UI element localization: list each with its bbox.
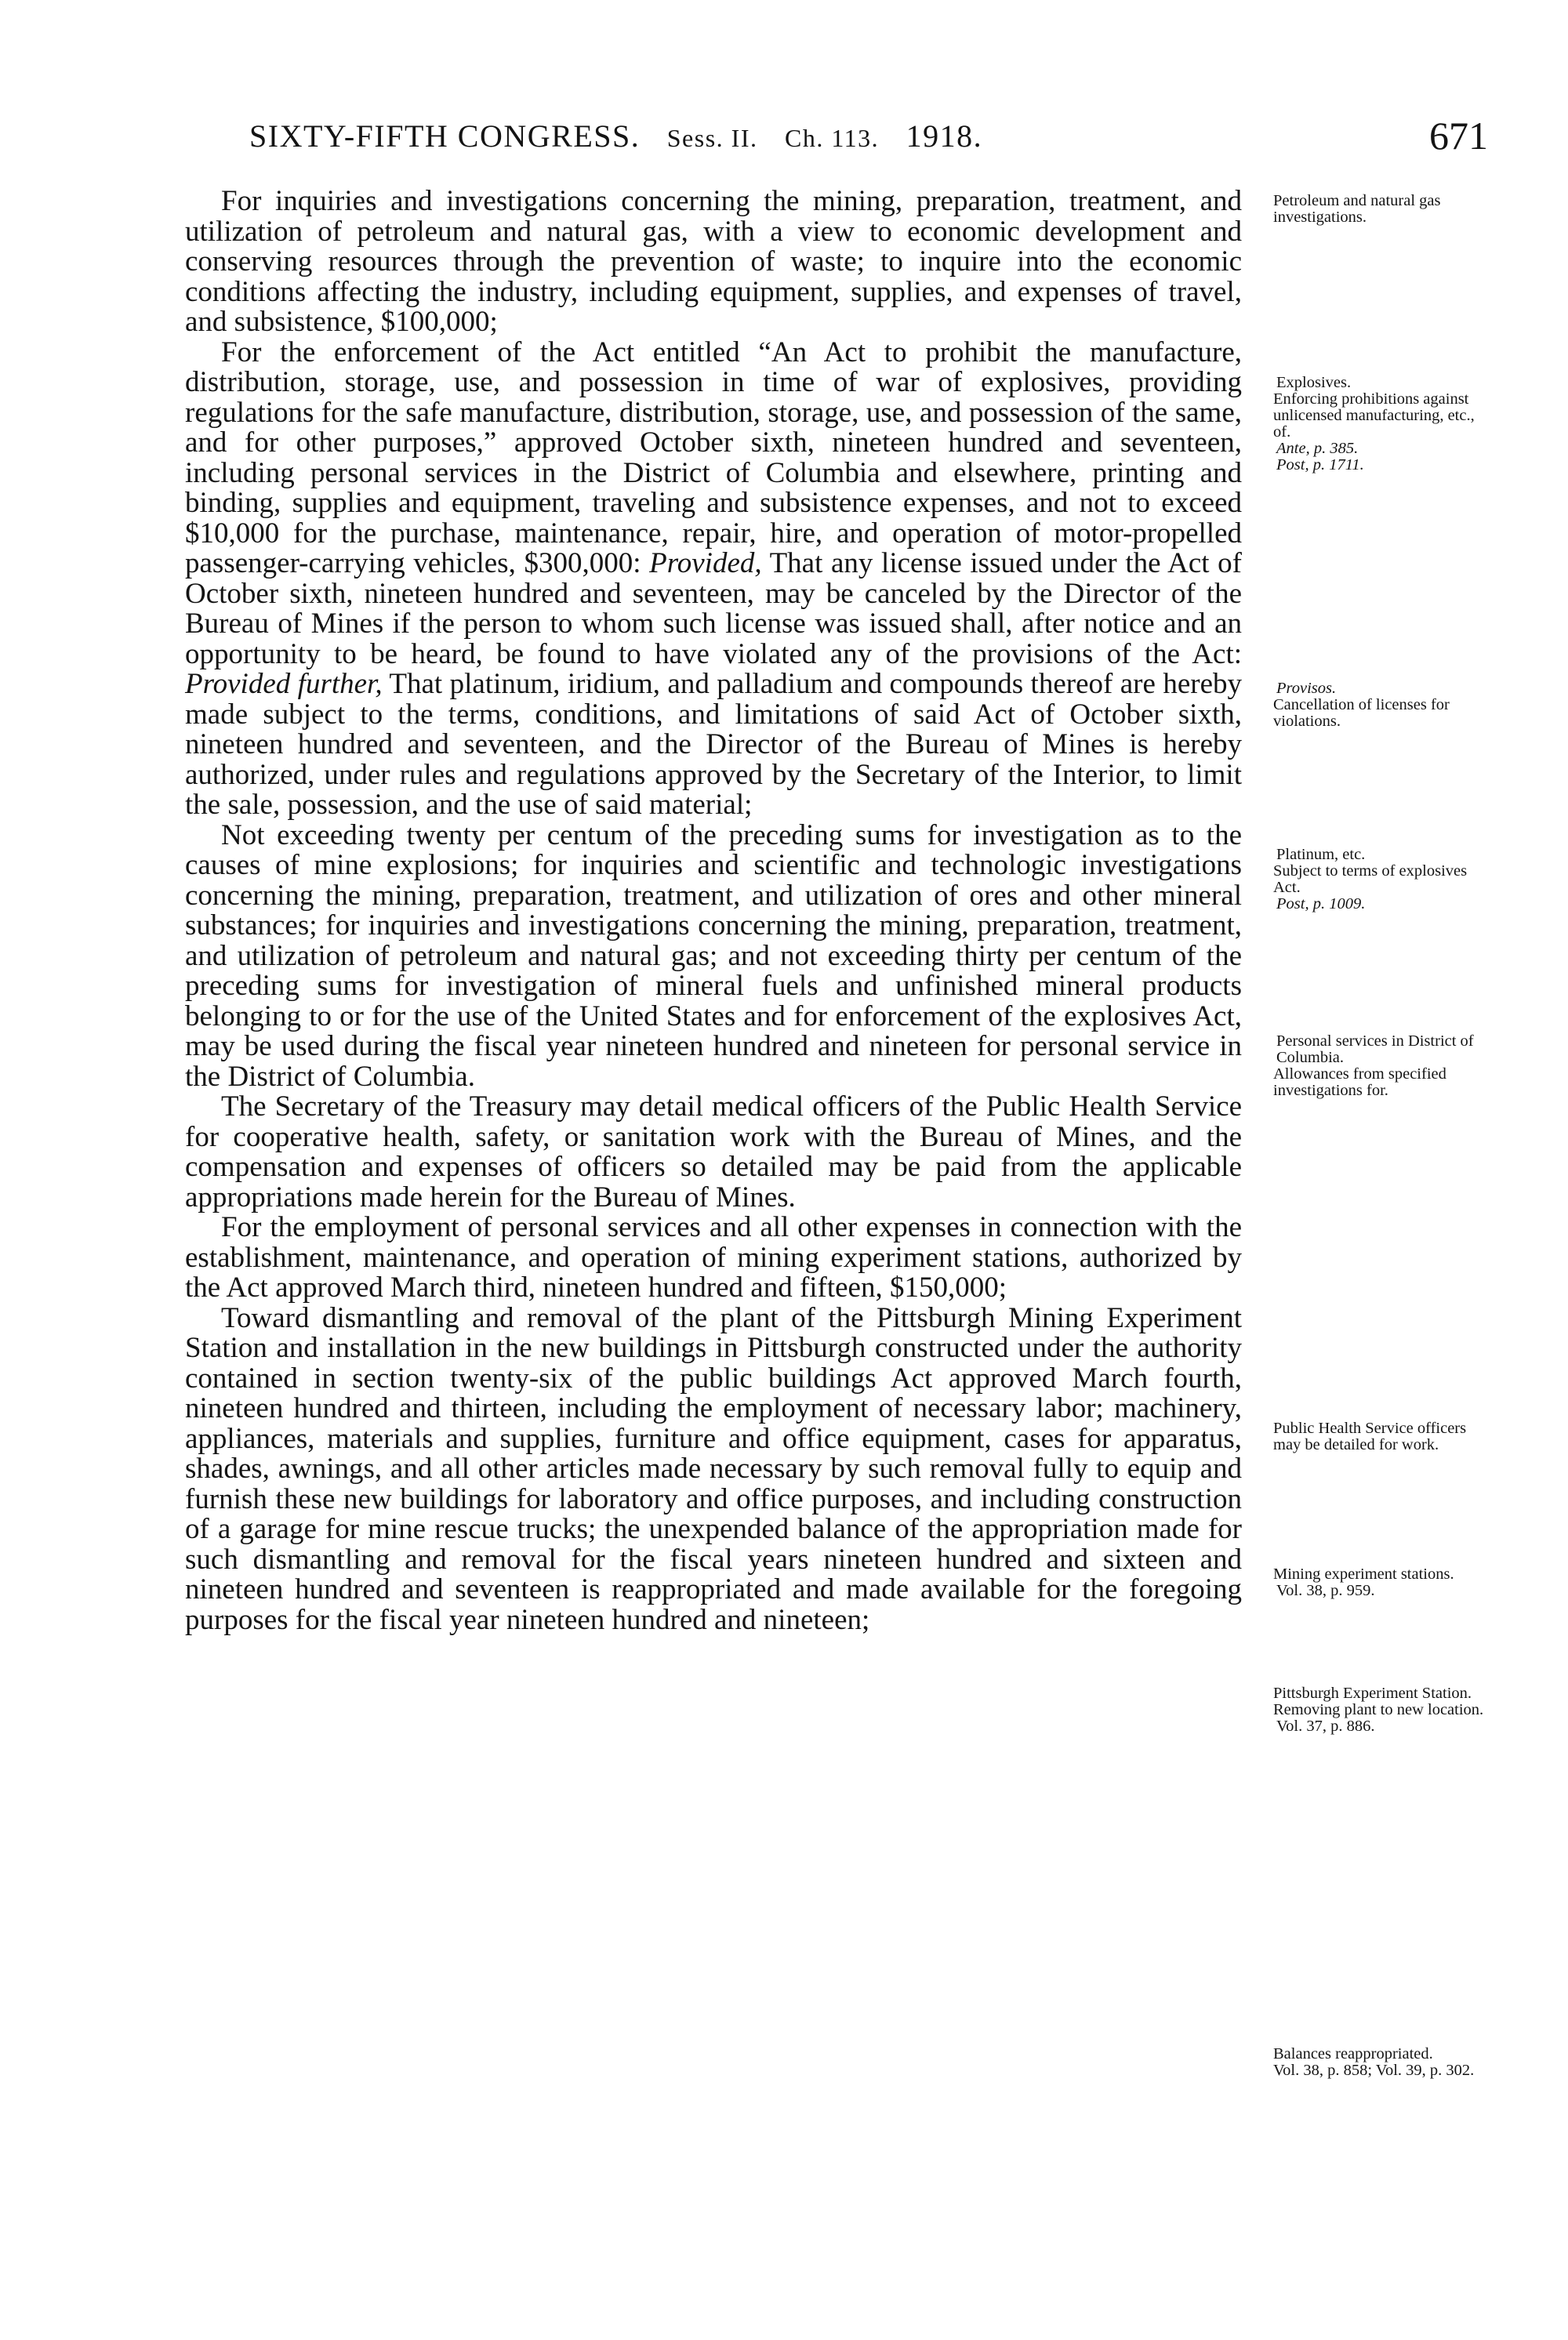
- margin-note-petroleum: Petroleum and natural gas investigations.: [1273, 192, 1441, 226]
- paragraph-personal-services: Not exceeding twenty per centum of the preceding sums for investigation as to the causes of mine explosions; for inquiries and scientific and technologic investigations concerning the mining, preparation, treatment, and utilization of ores and other mineral substances; for inquiries and investigations concerning the mining, preparation, treatment, and utilization of petroleum and natural gas; and not exceeding thirty per centum of the preceding sums for investigation of mineral fuels and unfinished mineral products belonging to or for the use of the United States and for enforcement of the explosives Act, may be used during the fiscal year nineteen hundred and nineteen for personal service in the District of Columbia.: [185, 818, 1242, 1093]
- paragraph-explosives: For the enforcement of the Act entitled “An Act to prohibit the manufacture, distribution, storage, use, and possession in time of war of explosives, providing regulations for the safe manufacture, distribution, storage, use, and possession of the same, and for other purposes,” approved October sixth, nineteen hundred and seventeen, including personal services in the District of Columbia and elsewhere, printing and binding, supplies and equipment, traveling and subsistence expenses, and not to exceed $10,000 for the purchase, maintenance, repair, hire, and operation of motor-propelled passenger-carrying vehicles, $300,000: Provided, That any license issued under the Act of October sixth, nineteen hundred and seventeen, may be canceled by the Director of the Bureau of Mines if the person to whom such license was issued shall, after notice and an opportunity to be heard, be found to have violated any of the provisions of the Act: Provided further, That platinum, iridium, and palladium and compounds thereof are hereby made subject to the terms, conditions, and limitations of said Act of October sixth, nineteen hundred and seventeen, and the Director of the Bureau of Mines is hereby authorized, under rules and regulations approved by the Secretary of the Interior, to limit the sale, possession, and the use of said material;: [185, 336, 1242, 821]
- margin-note-explosives: Explosives. Enforcing prohibitions against unlicensed manufacturing, etc., of. Ante, p. 385. Post, p. 1711.: [1273, 374, 1475, 473]
- margin-note-public-health: Public Health Service officers may be detailed for work.: [1273, 1420, 1467, 1453]
- paragraph-pittsburgh: Toward dismantling and removal of the plant of the Pittsburgh Mining Experiment Station and installation in the new buildings in Pittsburgh constructed under the authority contained in section twenty-six of the public buildings Act approved March fourth, nineteen hundred and thirteen, including the employment of necessary labor; machinery, appliances, materials and supplies, furniture and office equipment, cases for apparatus, shades, awnings, and all other articles made necessary by such removal fully to equip and furnish these new buildings for laboratory and office purposes, and including construction of a garage for mine rescue trucks; the unexpended balance of the appropriation made for such dismantling and removal for the fiscal years nineteen hundred and sixteen and nineteen hundred and seventeen is reappropriated and made available for the foregoing purposes for the fiscal year nineteen hundred and nineteen;: [185, 1301, 1242, 1636]
- margin-note-balances: Balances reappropriated. Vol. 38, p. 858; Vol. 39, p. 302.: [1273, 2045, 1475, 2079]
- paragraph-petroleum: For inquiries and investigations concerning the mining, preparation, treatment, and utilization of petroleum and natural gas, with a view to economic development and conserving resources through the prevention of waste; to inquire into the economic conditions affecting the industry, including equipment, supplies, and expenses of travel, and subsistence, $100,000;: [185, 185, 1242, 338]
- margin-note-pittsburgh: Pittsburgh Experiment Station. Removing plant to new location. Vol. 37, p. 886.: [1273, 1685, 1484, 1735]
- paragraph-public-health: The Secretary of the Treasury may detail medical officers of the Public Health Service for cooperative health, safety, or sanitation work with the Bureau of Mines, and the compensation and expenses of officers so detailed may be paid from the applicable appropriations made herein for the Bureau of Mines.: [185, 1090, 1242, 1214]
- statute-text: [185, 187, 1242, 1635]
- margin-note-platinum: Platinum, etc. Subject to terms of explosives Act. Post, p. 1009.: [1273, 846, 1468, 912]
- running-header: [249, 114, 1488, 165]
- proviso-label: Provided,: [649, 547, 762, 579]
- session-label: Sess. II.: [666, 124, 758, 152]
- running-title: SIXTY-FIFTH CONGRESS. Sess. II. Ch. 113. 1918.: [249, 118, 983, 154]
- page-number: 671: [1429, 114, 1488, 158]
- paragraph-mining-stations: For the employment of personal services and all other expenses in connection with the establishment, maintenance, and operation of mining experiment stations, authorized by the Act approved March third, nineteen hundred and fifteen, $150,000;: [185, 1211, 1242, 1304]
- chapter-label: Ch. 113.: [784, 124, 880, 152]
- margin-note-personal-services: Personal services in District of Columbia. Allowances from specified investigations for.: [1273, 1032, 1474, 1099]
- year-label: 1918.: [906, 118, 983, 154]
- proviso-further-label: Provided further,: [185, 668, 383, 700]
- margin-note-provisos: Provisos. Cancellation of licenses for violations.: [1273, 680, 1450, 730]
- margin-note-mining-stations: Mining experiment stations. Vol. 38, p. 959.: [1273, 1565, 1454, 1599]
